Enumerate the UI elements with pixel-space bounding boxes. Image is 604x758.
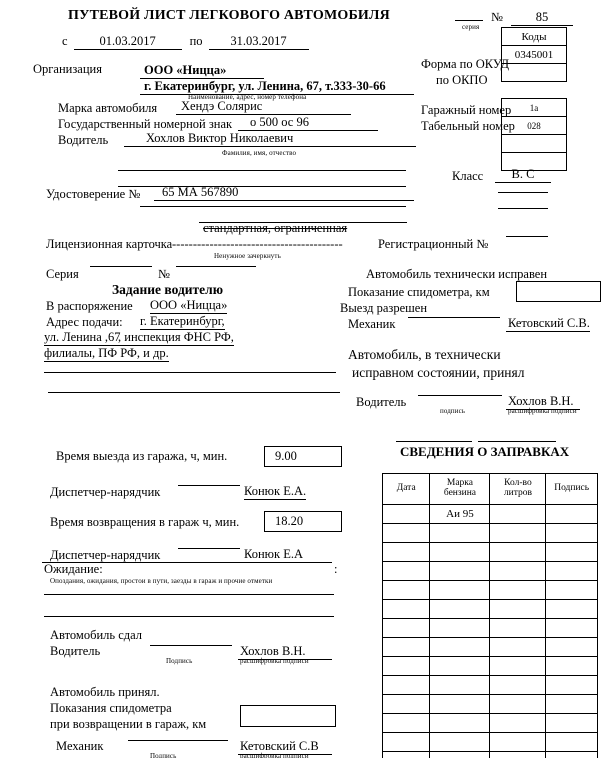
codes-header-cell: Коды [502, 28, 567, 46]
organization-caption: Наименование, адрес, номер телефона [188, 93, 307, 101]
garage-number-value[interactable]: 1а [502, 99, 567, 117]
disposal-value[interactable]: ООО «Ницца» [150, 298, 228, 312]
handover-driver-label: Водитель [50, 644, 101, 658]
organization-name: ООО «Ницца» [140, 64, 264, 79]
refuelling-cell-signature[interactable] [546, 619, 598, 638]
refuelling-cell-litres[interactable] [490, 714, 546, 733]
series-caption: серия [462, 23, 480, 31]
refuelling-cell-fuel[interactable]: Аи 95 [430, 505, 490, 524]
garage-extra-cell-1[interactable] [502, 135, 567, 153]
refuelling-cell-litres[interactable] [490, 695, 546, 714]
handover-mechanic-name[interactable]: Кетовский С.В [238, 740, 332, 755]
task-blank-line-2[interactable] [48, 392, 340, 393]
refuelling-cell-litres[interactable] [490, 524, 546, 543]
license-number-value[interactable] [176, 266, 256, 267]
refuelling-cell-fuel[interactable] [430, 619, 490, 638]
refuelling-cell-signature[interactable] [546, 524, 598, 543]
table-row [383, 733, 598, 752]
garage-table [501, 98, 567, 171]
address-label: Адрес подачи: [46, 315, 123, 329]
organization-label: Организация [33, 62, 102, 76]
page-title: ПУТЕВОЙ ЛИСТ ЛЕГКОВОГО АВТОМОБИЛЯ [68, 8, 390, 23]
table-row [383, 619, 598, 638]
refuelling-cell-litres[interactable] [490, 638, 546, 657]
table-row [383, 562, 598, 581]
refuelling-top-line-right [478, 441, 556, 442]
refuelling-cell-date[interactable] [383, 657, 430, 676]
blank-line-3[interactable] [140, 206, 406, 207]
refuelling-cell-date[interactable] [383, 619, 430, 638]
refuelling-cell-litres[interactable] [490, 619, 546, 638]
driver-value[interactable]: Хохлов Виктор Николаевич [124, 132, 416, 147]
odometer-input[interactable] [516, 281, 601, 302]
waiting-label: Ожидание: [44, 562, 103, 576]
refuelling-cell-fuel[interactable] [430, 695, 490, 714]
table-row [383, 714, 598, 733]
license-number-label: № [158, 267, 170, 281]
registration-value[interactable] [506, 236, 548, 237]
refuelling-cell-fuel[interactable] [430, 657, 490, 676]
organization-address: г. Екатеринбург, ул. Ленина, 67, т.333-30-66 [140, 80, 414, 95]
return-odometer-input[interactable] [240, 705, 336, 727]
handover-driver-name[interactable]: Хохлов В.Н. [238, 645, 332, 660]
period-from-value[interactable]: 01.03.2017 [74, 35, 182, 50]
blank-line-1[interactable] [118, 170, 406, 171]
table-row [383, 695, 598, 714]
refuelling-cell-litres[interactable] [490, 562, 546, 581]
departure-time-value: 9.00 [275, 449, 297, 463]
refuelling-col-fuel: Марка бензина [430, 474, 490, 505]
period-row [62, 32, 309, 50]
handover-mechanic-signature[interactable] [128, 740, 228, 741]
brand-label: Марка автомобиля [58, 101, 158, 115]
address-line1[interactable]: г. Екатеринбург, [140, 314, 225, 328]
personnel-number-label: Табельный номер [421, 119, 515, 133]
refuelling-cell-fuel[interactable] [430, 581, 490, 600]
plate-value[interactable]: о 500 ос 96 [238, 116, 378, 131]
handover-mechanic-label: Механик [56, 739, 104, 753]
refuelling-top-line-left [396, 441, 472, 442]
refuelling-cell-fuel[interactable] [430, 733, 490, 752]
refuelling-cell-signature[interactable] [546, 695, 598, 714]
handover-signature-caption: Подпись [166, 657, 193, 665]
refuelling-cell-fuel[interactable] [430, 524, 490, 543]
period-to-value[interactable]: 31.03.2017 [209, 35, 309, 50]
refuelling-cell-date[interactable] [383, 695, 430, 714]
brand-value[interactable]: Хендэ Солярис [176, 100, 351, 115]
refuelling-cell-fuel[interactable] [430, 638, 490, 657]
mechanic-signature[interactable] [408, 317, 500, 318]
refuelling-cell-signature[interactable] [546, 505, 598, 524]
plate-label: Государственный номерной знак [58, 117, 233, 131]
refuelling-cell-fuel[interactable] [430, 714, 490, 733]
license-card-label: Лицензионная карточка [46, 237, 173, 251]
personnel-number-value[interactable]: 028 [502, 117, 567, 135]
refuelling-cell-litres[interactable] [490, 581, 546, 600]
refuelling-cell-date[interactable] [383, 733, 430, 752]
departure-time-input[interactable] [264, 446, 342, 467]
dispatcher1-name[interactable]: Конюк Е.А. [244, 484, 307, 498]
class-blank-line-1[interactable] [498, 192, 548, 193]
vehicle-serviceable-text: Автомобиль технически исправен [366, 267, 548, 281]
dispatcher1-label: Диспетчер-нарядчик [50, 485, 161, 499]
refuelling-table [382, 473, 598, 758]
refuelling-cell-fuel[interactable] [430, 676, 490, 695]
refuelling-cell-date[interactable] [383, 752, 430, 758]
dispatcher2-name[interactable]: Конюк Е.А [244, 547, 303, 561]
refuelling-cell-date[interactable] [383, 600, 430, 619]
garage-number-label: Гаражный номер [421, 103, 512, 117]
okud-value-cell[interactable]: 0345001 [502, 46, 567, 64]
refuelling-cell-signature[interactable] [546, 733, 598, 752]
class-blank-line-2[interactable] [498, 208, 548, 209]
table-row [383, 752, 598, 758]
task-heading: Задание водителю [112, 282, 224, 297]
handover-driver-signature[interactable] [150, 645, 232, 646]
refuelling-cell-signature[interactable] [546, 714, 598, 733]
license-value[interactable]: 65 МА 567890 [154, 186, 414, 201]
address-line2[interactable]: ул. Ленина ,67 [44, 330, 121, 344]
refuelling-cell-litres[interactable] [490, 505, 546, 524]
okud-label: Форма по ОКУД [421, 57, 509, 71]
license-series-value[interactable] [90, 266, 152, 267]
table-row [383, 581, 598, 600]
accept-signature-caption: подпись [440, 407, 466, 415]
refuelling-cell-signature[interactable] [546, 657, 598, 676]
refuelling-body [383, 505, 598, 758]
disposal-label: В распоряжение [46, 299, 133, 313]
accept-driver-label: Водитель [356, 395, 407, 409]
refuelling-cell-date[interactable] [383, 524, 430, 543]
license-card-strikethrough: стандартная, ограниченная [203, 221, 348, 235]
waiting-caption: Опоздания, ожидания, простои в пути, заезды в гараж и прочие отметки [50, 577, 273, 585]
task-blank-line-1[interactable] [44, 372, 336, 373]
vehicle-returned-label: Автомобиль сдал [50, 628, 143, 642]
refuelling-cell-date[interactable] [383, 562, 430, 581]
class-value[interactable]: В. С [495, 168, 551, 183]
period-from-label: с [62, 34, 68, 48]
driver-label: Водитель [58, 133, 109, 147]
license-card-caption: Ненужное зачеркнуть [214, 252, 281, 260]
refuelling-cell-litres[interactable] [490, 676, 546, 695]
refuelling-cell-fuel[interactable] [430, 600, 490, 619]
license-card-dashes: ----------------------------------------- [172, 237, 343, 251]
handover-mechanic-sig-caption: Подпись [150, 752, 177, 758]
driver-caption: Фамилия, имя, отчество [222, 149, 297, 157]
handover-mechanic-transcript-caption: расшифровка подписи [240, 752, 309, 758]
refuelling-cell-signature[interactable] [546, 562, 598, 581]
refuelling-cell-litres[interactable] [490, 752, 546, 758]
refuelling-table-wrapper [382, 473, 598, 758]
departure-time-label: Время выезда из гаража, ч, мин. [56, 449, 228, 463]
codes-table [501, 27, 567, 82]
waiting-value[interactable] [42, 562, 332, 563]
refuelling-cell-signature[interactable] [546, 752, 598, 758]
number-value[interactable]: 85 [511, 11, 573, 26]
refuelling-cell-date[interactable] [383, 676, 430, 695]
refuelling-cell-litres[interactable] [490, 657, 546, 676]
okpo-label: по ОКПО [436, 73, 488, 87]
waiting-blank-line-2[interactable] [44, 616, 334, 617]
refuelling-cell-litres[interactable] [490, 543, 546, 562]
dispatcher2-label: Диспетчер-нарядчик [50, 548, 161, 562]
address-line3[interactable]: филиалы, ПФ РФ, и др. [44, 346, 169, 360]
table-row [383, 505, 598, 524]
dispatcher2-signature[interactable] [178, 548, 240, 549]
accepted-line-1: Автомобиль, в технически [348, 347, 501, 362]
license-label: Удостоверение № [46, 187, 141, 201]
refuelling-col-litres: Кол-во литров [490, 474, 546, 505]
accept-driver-signature[interactable] [418, 395, 502, 396]
address-line2b[interactable]: , инспекция ФНС РФ, [118, 330, 234, 344]
refuelling-cell-date[interactable] [383, 543, 430, 562]
departure-allowed-text: Выезд разрешен [340, 301, 428, 315]
return-odometer-line-2: при возвращении в гараж, км [50, 717, 207, 731]
refuelling-cell-signature[interactable] [546, 600, 598, 619]
dispatcher1-signature[interactable] [178, 485, 240, 486]
table-row [383, 524, 598, 543]
accepted-line-2: исправном состоянии, принял [352, 365, 525, 380]
period-to-label: по [189, 34, 203, 48]
series-input[interactable] [455, 6, 483, 21]
odometer-label: Показание спидометра, км [348, 285, 490, 299]
return-odometer-line-1: Показания спидометра [50, 701, 172, 715]
mechanic-label: Механик [348, 317, 396, 331]
table-row [383, 543, 598, 562]
table-row [383, 600, 598, 619]
number-symbol: № [491, 10, 503, 24]
refuelling-cell-fuel[interactable] [430, 752, 490, 758]
refuelling-cell-date[interactable] [383, 638, 430, 657]
refuelling-heading: СВЕДЕНИЯ О ЗАПРАВКАХ [400, 444, 570, 459]
refuelling-header-row [383, 474, 598, 505]
license-series-label: Серия [46, 267, 79, 281]
table-row [383, 676, 598, 695]
refuelling-cell-date[interactable] [383, 581, 430, 600]
refuelling-cell-litres[interactable] [490, 600, 546, 619]
refuelling-cell-litres[interactable] [490, 733, 546, 752]
refuelling-cell-signature[interactable] [546, 581, 598, 600]
refuelling-cell-fuel[interactable] [430, 562, 490, 581]
waiting-colon: : [334, 562, 338, 576]
vehicle-accepted-label: Автомобиль принял. [50, 685, 160, 699]
return-time-input[interactable] [264, 511, 342, 532]
accept-driver-name[interactable]: Хохлов В.Н. [506, 395, 580, 410]
refuelling-cell-signature[interactable] [546, 543, 598, 562]
table-row [383, 657, 598, 676]
refuelling-cell-fuel[interactable] [430, 543, 490, 562]
waiting-blank-line-1[interactable] [44, 594, 334, 595]
accept-transcript-caption: расшифровка подписи [508, 407, 577, 415]
refuelling-col-signature: Подпись [546, 474, 598, 505]
table-row [383, 638, 598, 657]
mechanic-name[interactable]: Кетовский С.В. [508, 316, 590, 330]
return-time-value: 18.20 [275, 514, 304, 528]
refuelling-cell-date[interactable] [383, 714, 430, 733]
refuelling-cell-date[interactable] [383, 505, 430, 524]
refuelling-cell-signature[interactable] [546, 676, 598, 695]
registration-label: Регистрационный № [378, 237, 489, 251]
handover-transcript-caption: расшифровка подписи [240, 657, 309, 665]
return-time-label: Время возвращения в гараж ч, мин. [50, 515, 240, 529]
class-label: Класс [452, 169, 484, 183]
refuelling-cell-signature[interactable] [546, 638, 598, 657]
refuelling-col-date: Дата [383, 474, 430, 505]
okpo-value-cell[interactable] [502, 64, 567, 82]
